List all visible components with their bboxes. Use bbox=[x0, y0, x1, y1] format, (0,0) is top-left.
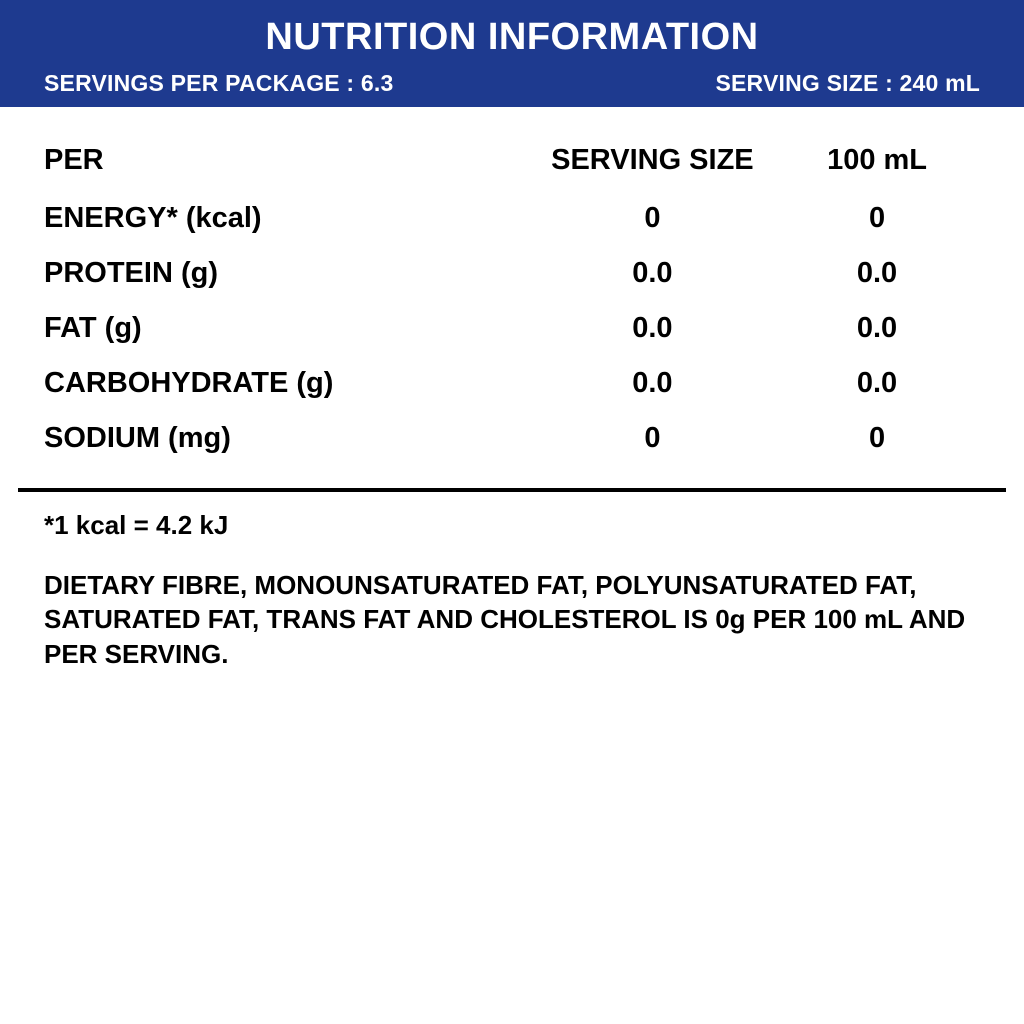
nutrient-label: PROTEIN (g) bbox=[44, 256, 218, 289]
kcal-conversion-note: *1 kcal = 4.2 kJ bbox=[44, 509, 229, 540]
nutrient-label: SODIUM (mg) bbox=[44, 421, 231, 454]
nutrition-table bbox=[44, 133, 980, 466]
nutrient-serving-value: 0.0 bbox=[632, 311, 673, 344]
nutrient-serving-value: 0.0 bbox=[632, 256, 673, 289]
column-header-100ml: 100 mL bbox=[827, 143, 928, 176]
nutrient-100ml-value: 0 bbox=[868, 421, 886, 454]
header-subline bbox=[0, 70, 1024, 101]
nutrient-serving-value: 0 bbox=[644, 421, 661, 454]
nutrient-label: FAT (g) bbox=[44, 311, 142, 344]
zero-nutrients-statement: DIETARY FIBRE, MONOUNSATURATED FAT, POLYUNSATURATED FAT, SATURATED FAT, TRANS FAT AND CHOLESTEROL IS 0g PER 100 mL AND PER SERVING. bbox=[44, 570, 966, 669]
nutrient-label: ENERGY* (kcal) bbox=[44, 201, 262, 234]
nutrient-100ml-value: 0.0 bbox=[856, 256, 898, 289]
serving-size-label: SERVING SIZE : 240 mL bbox=[715, 69, 980, 96]
servings-per-package-label: SERVINGS PER PACKAGE : 6.3 bbox=[44, 69, 394, 96]
page-title: NUTRITION INFORMATION bbox=[265, 16, 759, 58]
footnotes-section bbox=[0, 492, 1024, 671]
nutrient-serving-value: 0.0 bbox=[632, 366, 673, 399]
table-row bbox=[44, 301, 980, 356]
nutrient-100ml-value: 0.0 bbox=[856, 366, 898, 399]
table-row bbox=[44, 246, 980, 301]
table-header-row bbox=[44, 133, 980, 191]
table-row bbox=[44, 191, 980, 246]
nutrition-header bbox=[0, 0, 1024, 107]
nutrient-label: CARBOHYDRATE (g) bbox=[44, 366, 334, 399]
column-header-serving-size: SERVING SIZE bbox=[551, 143, 754, 176]
nutrient-100ml-value: 0 bbox=[868, 201, 886, 234]
nutrition-table-wrap bbox=[0, 107, 1024, 466]
nutrient-100ml-value: 0.0 bbox=[856, 311, 898, 344]
table-row bbox=[44, 411, 980, 466]
nutrient-serving-value: 0 bbox=[644, 201, 661, 234]
table-row bbox=[44, 356, 980, 411]
column-header-per: PER bbox=[44, 143, 104, 176]
